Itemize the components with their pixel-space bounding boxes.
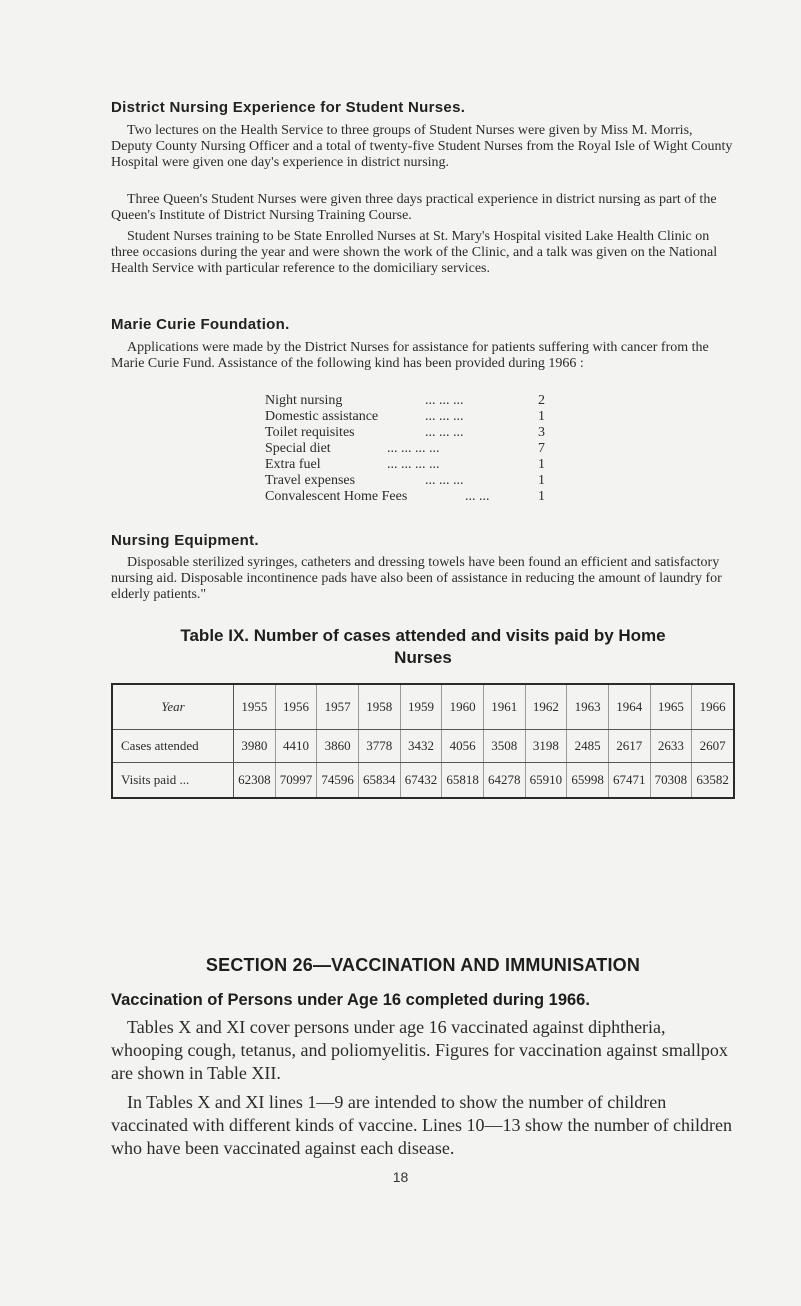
year-cell: 1959 <box>400 684 442 730</box>
item-label: Night nursing <box>265 393 343 408</box>
year-cell: 1962 <box>525 684 567 730</box>
page-number: 18 <box>392 1169 409 1185</box>
vaccination-subheading: Vaccination of Persons under Age 16 completed during 1966. <box>111 991 590 1009</box>
year-cell: 1963 <box>567 684 609 730</box>
district-paragraph-2: Three Queen's Student Nurses were given three days practical experience in district nursing as part of the Queen's Institute of District Nursing Training Course. <box>111 192 717 223</box>
item-label: Travel expenses <box>265 473 356 488</box>
cases-cell: 3980 <box>234 730 276 763</box>
visits-cell: 65998 <box>567 763 609 799</box>
year-cell: 1964 <box>608 684 650 730</box>
visits-cell: 62308 <box>234 763 276 799</box>
marie-curie-heading: Marie Curie Foundation. <box>111 316 290 333</box>
nursing-equipment-paragraph: Disposable sterilized syringes, catheters and dressing towels have been found an efficient and satisfactory nursing aid. Disposable incontinence pads have also been of assistance in reducing the amount of laundry for elderly patients." <box>111 555 722 602</box>
table-row <box>112 763 734 799</box>
table-row <box>112 730 734 763</box>
visits-cell: 63582 <box>696 772 729 787</box>
cases-cell: 3860 <box>317 730 359 763</box>
item-count: 7 <box>538 441 545 456</box>
list-item <box>265 457 545 473</box>
cases-cell: 2607 <box>692 730 734 763</box>
cases-cell: 2633 <box>650 730 692 763</box>
section-26-paragraph-2: In Tables X and XI lines 1—9 are intended to show the number of children vaccinated with different kinds of vaccine. Lines 10—13 show the number of children who have been vaccinated against each disease. <box>111 1092 732 1158</box>
cases-cell: 3778 <box>358 730 400 763</box>
item-count: 3 <box>538 425 545 440</box>
district-paragraph-3: Student Nurses training to be State Enrolled Nurses at St. Mary's Hospital visited Lake Health Clinic on three occasions during the year and were shown the work of the Clinic, and a talk was given on the National Health Service with particular reference to the domiciliary services. <box>111 229 718 276</box>
item-count: 1 <box>538 409 545 424</box>
year-cell: 1961 <box>483 684 525 730</box>
nursing-equipment-heading: Nursing Equipment. <box>111 532 259 549</box>
leader-dots: ... ... ... <box>425 393 464 408</box>
item-count: 1 <box>538 457 545 472</box>
year-cell: 1960 <box>442 684 484 730</box>
item-count: 1 <box>538 489 545 504</box>
district-paragraph-1: Two lectures on the Health Service to three groups of Student Nurses were given by Miss M. Morris, Deputy County Nursing Officer and a total of twenty-five Student Nurses from the Royal Isle of Wight County Hospital were given one day's experience in district nursing. <box>111 123 733 170</box>
district-nursing-heading: District Nursing Experience for Student Nurses. <box>111 99 466 116</box>
year-cell: 1956 <box>275 684 317 730</box>
marie-curie-paragraph: Applications were made by the District Nurses for assistance for patients suffering with cancer from the Marie Curie Fund. Assistance of the following kind has been provided during 1966 : <box>111 340 709 371</box>
cases-cell: 4056 <box>442 730 484 763</box>
list-item <box>265 393 545 409</box>
visits-cell: 74596 <box>317 763 359 799</box>
year-cell: 1955 <box>234 684 276 730</box>
list-item <box>265 425 545 441</box>
leader-dots: ... ... ... <box>425 425 464 440</box>
visits-cell: 70308 <box>650 763 692 799</box>
cases-cell: 3198 <box>525 730 567 763</box>
cases-cell: 3508 <box>483 730 525 763</box>
home-nurses-table <box>111 683 735 799</box>
year-header-label: Year <box>161 699 185 714</box>
item-label: Convalescent Home Fees <box>265 489 408 504</box>
cases-cell: 4410 <box>275 730 317 763</box>
visits-cell: 65818 <box>442 763 484 799</box>
list-item <box>265 409 545 425</box>
leader-dots: ... ... <box>465 489 490 504</box>
visits-cell: 64278 <box>483 763 525 799</box>
visits-cell: 65834 <box>358 763 400 799</box>
item-label: Domestic assistance <box>265 409 379 424</box>
visits-cell: 67432 <box>400 763 442 799</box>
table-caption-line-2: Nurses <box>394 648 452 667</box>
cases-cell: 2617 <box>608 730 650 763</box>
visits-cell: 70997 <box>275 763 317 799</box>
cases-row-label: Cases attended <box>112 730 234 763</box>
cases-cell: 2485 <box>567 730 609 763</box>
item-label: Extra fuel <box>265 457 321 472</box>
list-item <box>265 441 545 457</box>
table-row <box>112 684 734 730</box>
item-count: 1 <box>538 473 545 488</box>
section-26-paragraph-1: Tables X and XI cover persons under age 16 vaccinated against diphtheria, whooping cough, tetanus, and poliomyelitis. Figures for vaccination against smallpox are shown in Table XII. <box>111 1017 728 1083</box>
item-label: Special diet <box>265 441 331 456</box>
year-cell: 1965 <box>650 684 692 730</box>
leader-dots: ... ... ... ... <box>387 441 440 456</box>
item-count: 2 <box>538 393 545 408</box>
leader-dots: ... ... ... ... <box>387 457 440 472</box>
year-cell: 1966 <box>692 684 734 730</box>
year-cell: 1957 <box>317 684 359 730</box>
section-26-title: SECTION 26—VACCINATION AND IMMUNISATION <box>205 955 641 975</box>
list-item <box>265 489 545 505</box>
year-cell: 1958 <box>358 684 400 730</box>
leader-dots: ... ... ... <box>425 409 464 424</box>
visits-cell: 65910 <box>525 763 567 799</box>
table-caption-line-1: Table IX. Number of cases attended and visits paid by Home <box>180 626 666 645</box>
visits-cell: 67471 <box>608 763 650 799</box>
leader-dots: ... ... ... <box>425 473 464 488</box>
year-header <box>112 684 234 730</box>
list-item <box>265 473 545 489</box>
visits-row-label: Visits paid ... <box>112 763 234 799</box>
item-label: Toilet requisites <box>265 425 355 440</box>
cases-cell: 3432 <box>400 730 442 763</box>
